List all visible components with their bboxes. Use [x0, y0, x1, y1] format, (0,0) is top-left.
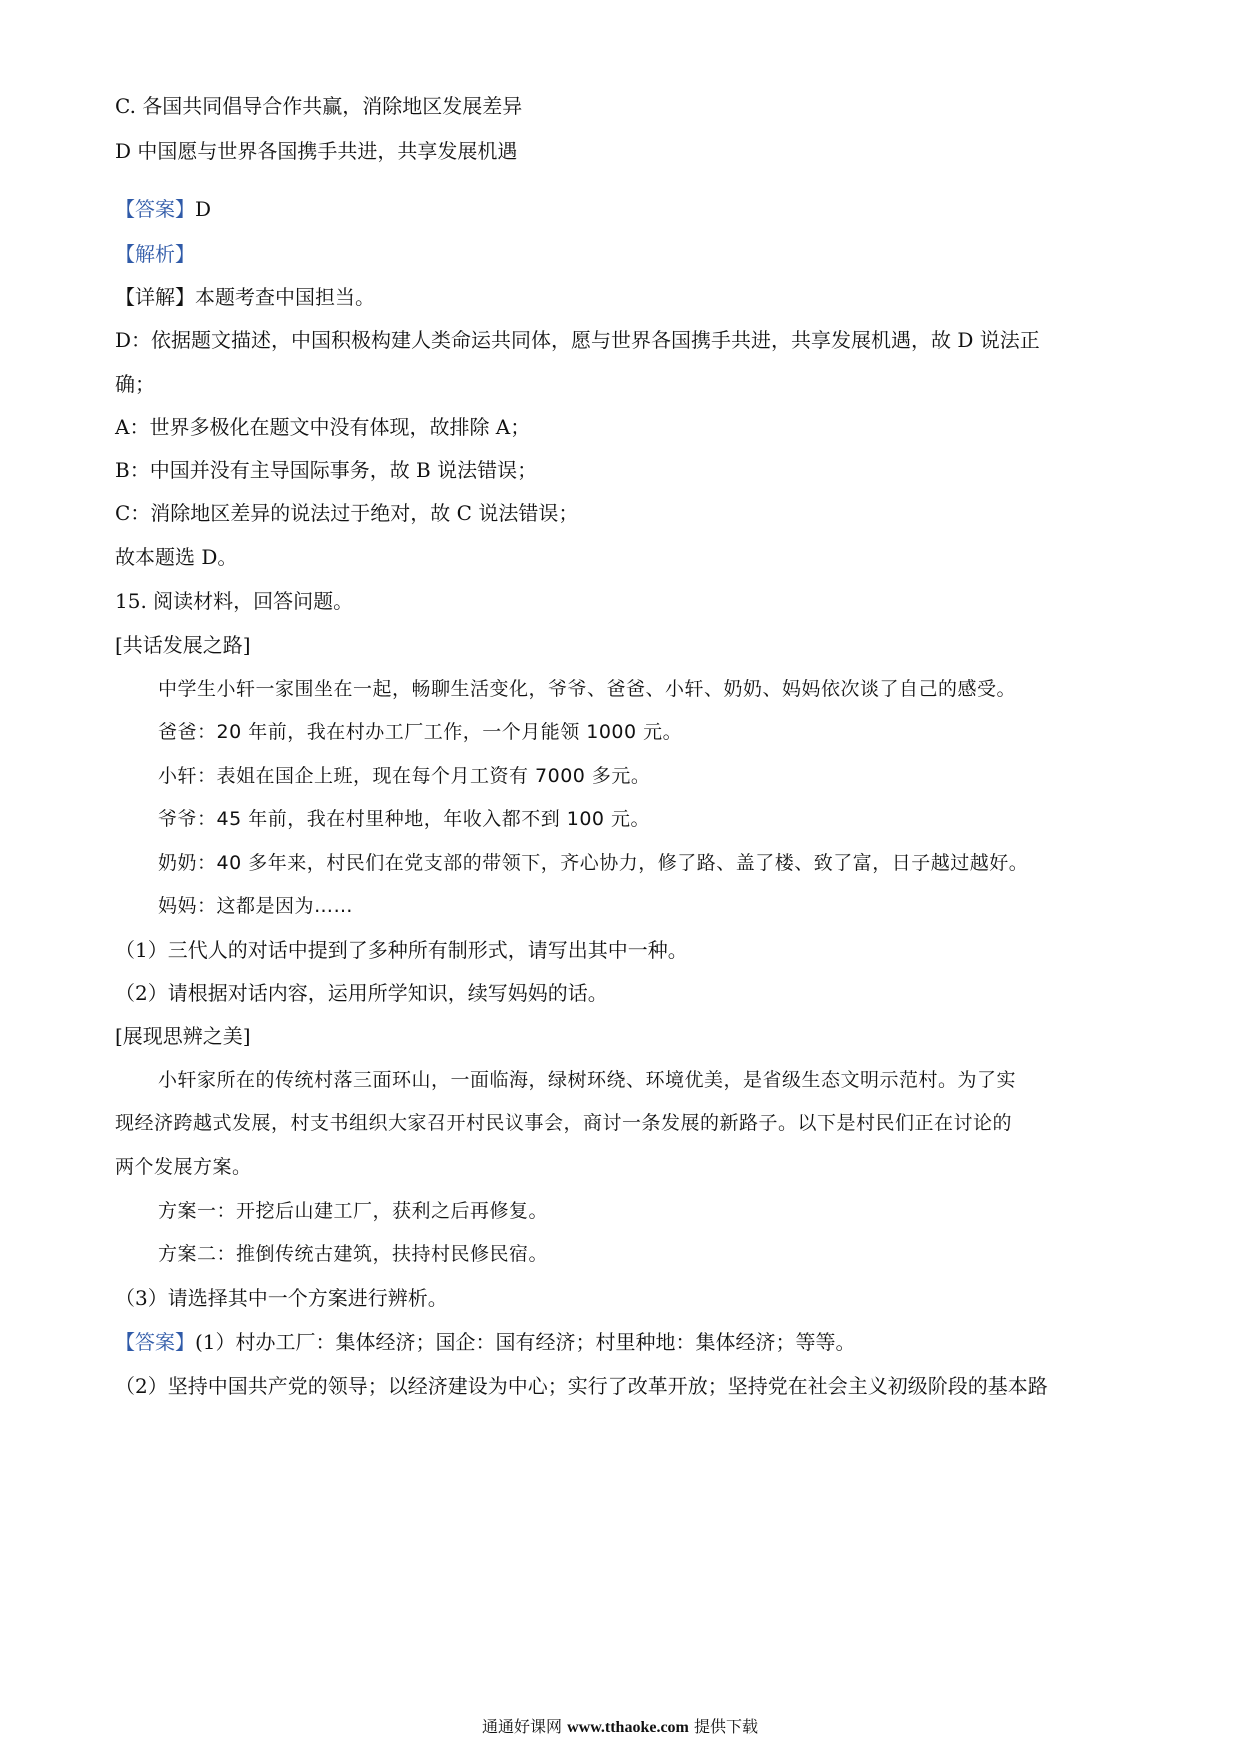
q14-b-explanation: B：中国并没有主导国际事务，故 B 说法错误；: [115, 458, 538, 482]
q15-answer-2: （2）坚持中国共产党的领导；以经济建设为中心；实行了改革开放；坚持党在社会主义初级阶段的基本路: [115, 1374, 1048, 1398]
footer-site-name: 通通好课网: [482, 1717, 563, 1736]
page-footer: [0, 1716, 1240, 1739]
footer-suffix: 提供下载: [693, 1717, 758, 1736]
material1-line: 爸爸：20 年前，我在村办工厂工作，一个月能领 1000 元。: [158, 721, 683, 743]
answer-tag: 【答案】: [115, 1330, 195, 1354]
option-d: D 中国愿与世界各国携手共进，共享发展机遇: [115, 139, 518, 163]
q14-a-explanation: A：世界多极化在题文中没有体现，故排除 A；: [115, 415, 531, 439]
material2-line-3: 两个发展方案。: [115, 1156, 252, 1178]
section1-title: [共话发展之路]: [115, 633, 251, 657]
q14-conclusion: 故本题选 D。: [115, 545, 238, 569]
q14-d-explanation-1: D：依据题文描述，中国积极构建人类命运共同体，愿与世界各国携手共进，共享发展机遇，故 D 说法正: [115, 328, 1040, 352]
plan-2: 方案二：推倒传统古建筑，扶持村民修民宿。: [158, 1243, 549, 1265]
q14-c-explanation: C：消除地区差异的说法过于绝对，故 C 说法错误；: [115, 501, 579, 525]
plan-1: 方案一：开挖后山建工厂，获利之后再修复。: [158, 1200, 549, 1222]
option-c: C. 各国共同倡导合作共赢，消除地区发展差异: [115, 94, 523, 118]
answer-tag: 【答案】: [115, 197, 195, 221]
material1-line: 妈妈：这都是因为……: [158, 895, 354, 917]
analysis-tag: 【解析】: [115, 242, 195, 266]
material2-line-2: 现经济跨越式发展，村支书组织大家召开村民议事会，商讨一条发展的新路子。以下是村民们正在讨论的: [115, 1112, 1013, 1134]
material1-line: 中学生小轩一家围坐在一起，畅聊生活变化，爷爷、爸爸、小轩、奶奶、妈妈依次谈了自己的感受。: [158, 678, 1017, 700]
material1-line: 小轩：表姐在国企上班，现在每个月工资有 7000 多元。: [158, 765, 651, 787]
sub-question-2: （2）请根据对话内容，运用所学知识，续写妈妈的话。: [115, 981, 608, 1005]
material1-line: 爷爷：45 年前，我在村里种地，年收入都不到 100 元。: [158, 808, 651, 830]
q14-detail-line: [115, 283, 375, 311]
detail-text: 本题考查中国担当。: [195, 285, 375, 309]
sub-question-1: （1）三代人的对话中提到了多种所有制形式，请写出其中一种。: [115, 938, 688, 962]
q14-answer-line: [115, 195, 211, 223]
material2-line-1: 小轩家所在的传统村落三面环山，一面临海，绿树环绕、环境优美，是省级生态文明示范村。为了实: [158, 1069, 1017, 1091]
answer-value: D: [195, 197, 212, 221]
q14-analysis-line: [115, 240, 195, 268]
q14-d-explanation-2: 确；: [115, 372, 155, 396]
material1-line: 奶奶：40 多年来，村民们在党支部的带领下，齐心协力，修了路、盖了楼、致了富，日子越过越好。: [158, 852, 1029, 874]
q15-stem: 15. 阅读材料，回答问题。: [115, 589, 354, 613]
answer-text: (1）村办工厂：集体经济；国企：国有经济；村里种地：集体经济；等等。: [195, 1330, 856, 1354]
detail-tag: 【详解】: [115, 285, 195, 309]
footer-url: www.tthaoke.com: [567, 1719, 689, 1736]
section2-title: [展现思辨之美]: [115, 1024, 251, 1048]
sub-question-3: （3）请选择其中一个方案进行辨析。: [115, 1286, 448, 1310]
q15-answer-1: [115, 1328, 856, 1356]
